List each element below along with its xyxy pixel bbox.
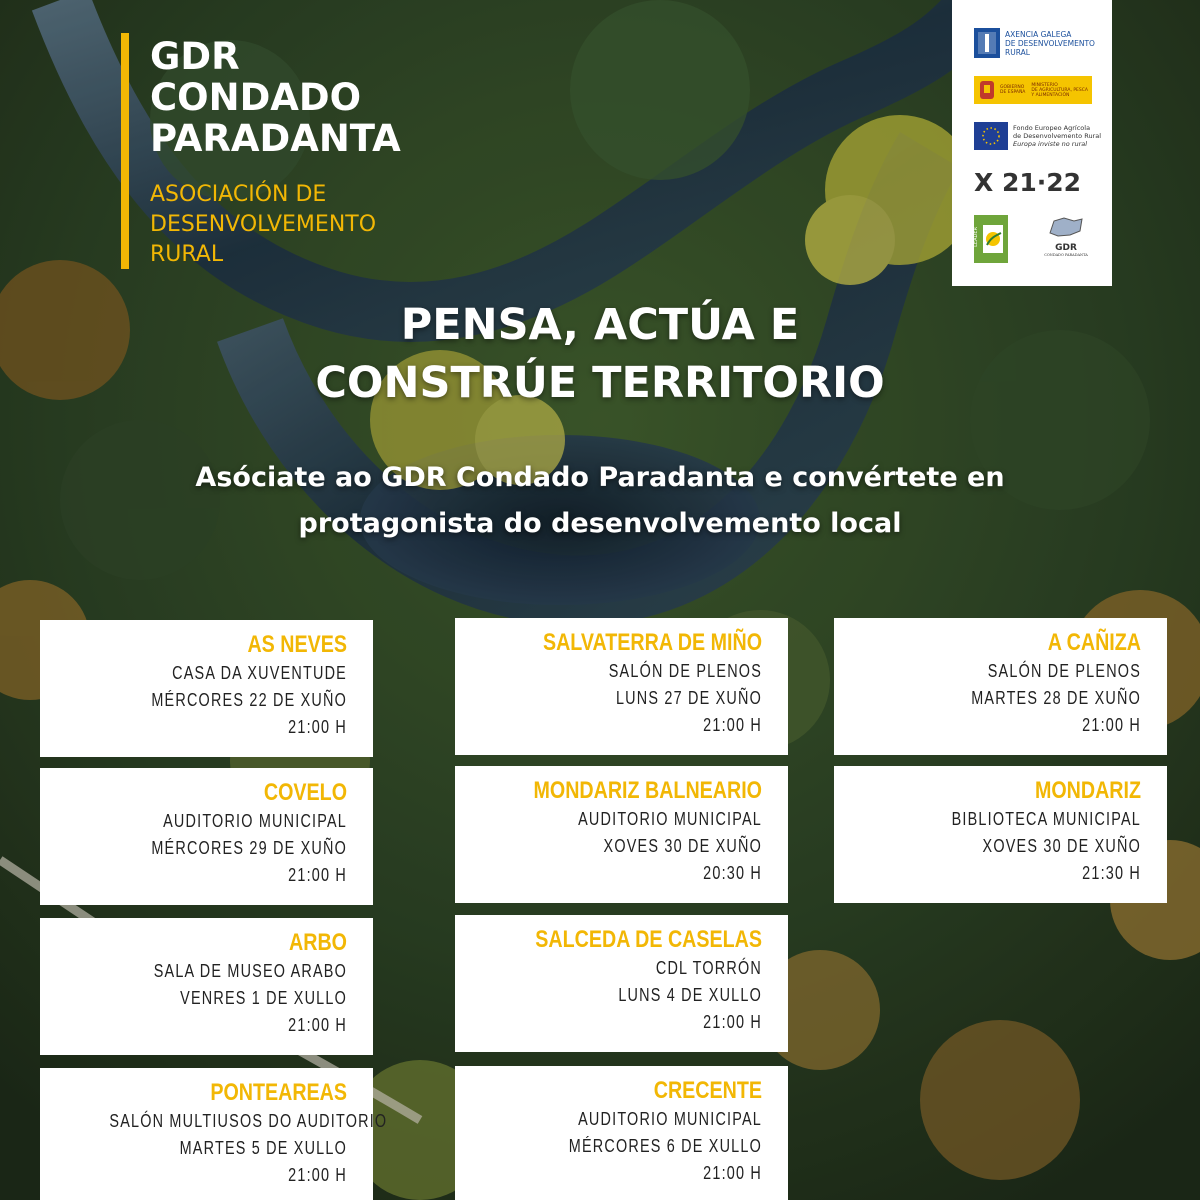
event-date: LUNS 27 DE XUÑO bbox=[615, 688, 762, 708]
event-venue: SALÓN DE PLENOS bbox=[608, 661, 762, 681]
event-venue: SALA DE MUSEO ARABO bbox=[153, 961, 347, 981]
event-card-ponteareas bbox=[40, 1068, 388, 1200]
event-venue: AUDITORIO MUNICIPAL bbox=[163, 811, 347, 831]
event-card-arbo bbox=[40, 918, 373, 1055]
event-time: 21:00 H bbox=[703, 1012, 762, 1032]
eu-flag-icon bbox=[974, 122, 1008, 150]
event-card-mondariz bbox=[834, 766, 1167, 903]
brand-title-line: CONDADO bbox=[150, 76, 362, 119]
sponsor-logos-panel bbox=[952, 0, 1112, 286]
event-date: MÉRCORES 22 DE XUÑO bbox=[151, 690, 347, 710]
gdr-logo bbox=[1036, 215, 1096, 265]
event-place: CRECENTE bbox=[653, 1077, 762, 1104]
event-time: 21:00 H bbox=[1082, 715, 1141, 735]
event-place: ARBO bbox=[289, 929, 347, 956]
gdr-logo-text: GDR bbox=[1055, 243, 1077, 253]
galicia-logo bbox=[974, 28, 1095, 58]
headline-line: CONSTRÚE TERRITORIO bbox=[315, 358, 885, 408]
event-venue: AUDITORIO MUNICIPAL bbox=[578, 1109, 762, 1129]
event-venue: SALÓN MULTIUSOS DO AUDITORIO bbox=[109, 1111, 388, 1131]
event-time: 21:00 H bbox=[703, 715, 762, 735]
feader-logo-line: Europa inviste no rural bbox=[1013, 140, 1088, 148]
brand-subtitle-line: RURAL bbox=[150, 242, 224, 267]
feader-logo-line: de Desenvolvemento Rural bbox=[1013, 132, 1102, 140]
event-time: 21:00 H bbox=[288, 865, 347, 885]
brand-accent-bar bbox=[121, 33, 129, 269]
gdr-map-icon bbox=[1046, 215, 1086, 239]
event-date: VENRES 1 DE XULLO bbox=[180, 988, 347, 1008]
headline bbox=[0, 296, 1200, 412]
brand-title-line: PARADANTA bbox=[150, 117, 401, 160]
event-time: 21:00 H bbox=[288, 1165, 347, 1185]
event-place: AS NEVES bbox=[247, 631, 347, 658]
event-venue: CDL TORRÓN bbox=[655, 958, 762, 978]
event-place: PONTEAREAS bbox=[210, 1079, 347, 1106]
ministerio-logo-line: DE ESPAÑA bbox=[1000, 90, 1026, 95]
event-time: 21:00 H bbox=[703, 1163, 762, 1183]
event-place: MONDARIZ BALNEARIO bbox=[533, 777, 762, 804]
feader-logo bbox=[974, 122, 1101, 150]
galicia-flag-icon bbox=[974, 28, 1000, 58]
event-venue: BIBLIOTECA MUNICIPAL bbox=[951, 809, 1141, 829]
headline-line: PENSA, ACTÚA E bbox=[400, 300, 800, 350]
brand-subtitle-line: ASOCIACIÓN DE bbox=[150, 182, 327, 207]
event-card-as-neves bbox=[40, 620, 373, 757]
event-place: COVELO bbox=[263, 779, 347, 806]
galicia-logo-line: AXENCIA GALEGA bbox=[1005, 29, 1072, 39]
subheadline bbox=[60, 455, 1140, 547]
ministerio-logo-line: MINISTERIO bbox=[1031, 82, 1058, 88]
spain-coat-of-arms-icon bbox=[977, 78, 997, 102]
event-card-a-caniza bbox=[834, 618, 1167, 755]
event-date: XOVES 30 DE XUÑO bbox=[603, 836, 762, 856]
event-date: MARTES 28 DE XUÑO bbox=[971, 688, 1141, 708]
event-place: SALCEDA DE CASELAS bbox=[535, 926, 762, 953]
leader-logo bbox=[974, 215, 1008, 263]
event-venue: AUDITORIO MUNICIPAL bbox=[578, 809, 762, 829]
brand-title-line: GDR bbox=[150, 35, 240, 78]
event-venue: SALÓN DE PLENOS bbox=[987, 661, 1141, 681]
event-card-salceda bbox=[455, 915, 788, 1052]
event-card-mondariz-balneario bbox=[455, 766, 788, 903]
event-card-salvaterra bbox=[455, 618, 788, 755]
event-date: XOVES 30 DE XUÑO bbox=[982, 836, 1141, 856]
brand-subtitle bbox=[150, 180, 470, 270]
subheadline-line: protagonista do desenvolvemento local bbox=[298, 508, 902, 539]
brand-title bbox=[150, 36, 490, 159]
event-time: 20:30 H bbox=[703, 863, 762, 883]
galicia-logo-line: DE DESENVOLVEMENTO bbox=[1005, 38, 1095, 48]
leader-logo-text: LEADER bbox=[973, 227, 979, 247]
event-time: 21:00 H bbox=[288, 1015, 347, 1035]
event-date: MÉRCORES 6 DE XULLO bbox=[568, 1136, 762, 1156]
ministerio-logo-line: GOBIERNO bbox=[1000, 85, 1025, 90]
feader-logo-line: Fondo Europeo Agrícola bbox=[1013, 124, 1091, 132]
event-card-crecente bbox=[455, 1066, 788, 1200]
event-place: SALVATERRA DE MIÑO bbox=[542, 629, 762, 656]
subheadline-line: Asóciate ao GDR Condado Paradanta e convértete en bbox=[195, 462, 1005, 493]
ministerio-logo-line: DE AGRICULTURA, PESCA bbox=[1031, 87, 1088, 93]
ministerio-logo bbox=[974, 76, 1092, 104]
event-date: LUNS 4 DE XULLO bbox=[618, 985, 762, 1005]
galicia-logo-line: RURAL bbox=[1005, 47, 1030, 57]
brand-subtitle-line: DESENVOLVEMENTO bbox=[150, 212, 377, 237]
event-card-covelo bbox=[40, 768, 373, 905]
event-place: A CAÑIZA bbox=[1047, 629, 1141, 656]
event-venue: CASA DA XUVENTUDE bbox=[172, 663, 347, 683]
event-time: 21:30 H bbox=[1082, 863, 1141, 883]
event-place: MONDARIZ bbox=[1034, 777, 1141, 804]
ministerio-logo-line: Y ALIMENTACIÓN bbox=[1031, 92, 1070, 98]
event-date: MÉRCORES 29 DE XUÑO bbox=[151, 838, 347, 858]
gdr-logo-subtext: CONDADO PARADANTA bbox=[1044, 253, 1088, 257]
event-date: MARTES 5 DE XULLO bbox=[179, 1138, 347, 1158]
xacobeo-logo: X 21·22 bbox=[974, 168, 1082, 197]
event-time: 21:00 H bbox=[288, 717, 347, 737]
